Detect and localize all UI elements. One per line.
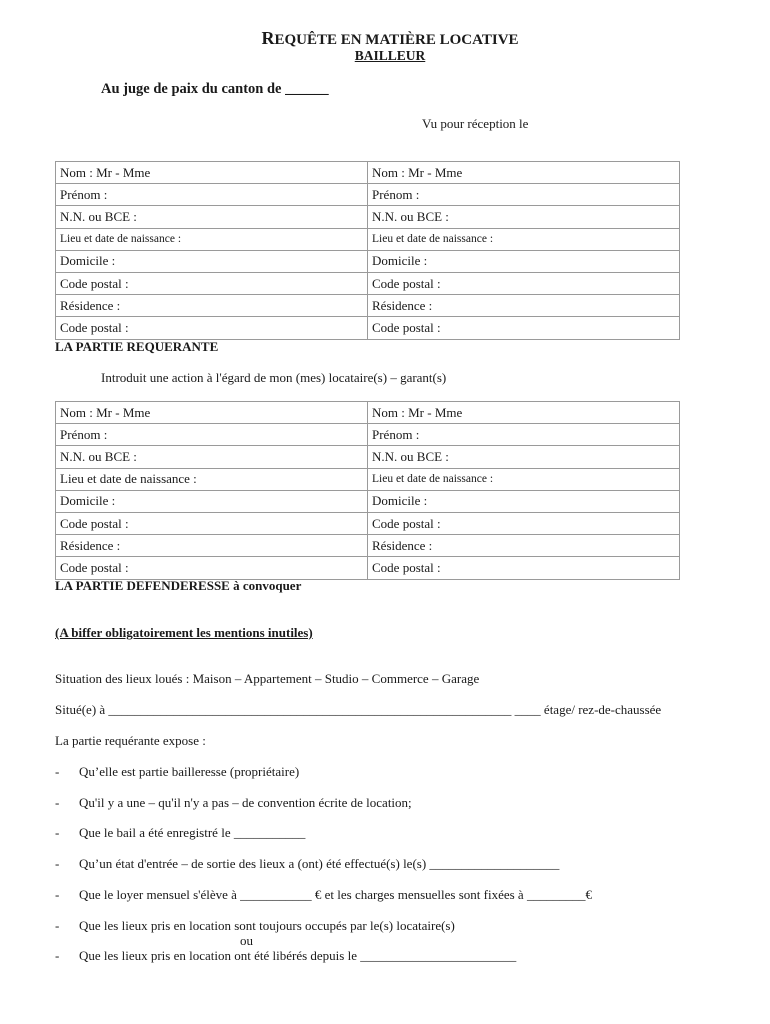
table-row <box>56 317 680 339</box>
table-row <box>56 535 680 557</box>
field-code-postal[interactable]: Code postal : <box>56 512 368 534</box>
field-prenom[interactable]: Prénom : <box>368 424 680 446</box>
table-row <box>56 490 680 512</box>
bullet-dash: - <box>55 918 60 933</box>
field-code-postal[interactable]: Code postal : <box>56 272 368 294</box>
judge-address: Au juge de paix du canton de ______ <box>101 81 329 97</box>
table-row <box>56 468 680 490</box>
table-row <box>56 402 680 424</box>
list-item[interactable]: Que le bail a été enregistré le ___________ <box>79 825 306 840</box>
list-item[interactable]: Qu’un état d'entrée – de sortie des lieux a (ont) été effectué(s) le(s) ____________________ <box>79 856 560 871</box>
defenderesse-label: LA PARTIE DEFENDERESSE à convoquer <box>55 578 302 593</box>
list-item[interactable]: Que les lieux pris en location ont été libérés depuis le ________________________ <box>79 948 517 963</box>
list-item: Qu’elle est partie bailleresse (propriétaire) <box>79 764 300 779</box>
field-domicile[interactable]: Domicile : <box>56 490 368 512</box>
table-row <box>56 250 680 272</box>
field-nn-bce[interactable]: N.N. ou BCE : <box>368 206 680 228</box>
field-code-postal[interactable]: Code postal : <box>368 512 680 534</box>
field-residence[interactable]: Résidence : <box>368 535 680 557</box>
table-row <box>56 228 680 250</box>
ou-connector: ou <box>240 933 253 948</box>
table-row <box>56 446 680 468</box>
table-row <box>56 272 680 294</box>
field-residence[interactable]: Résidence : <box>56 535 368 557</box>
bullet-dash: - <box>55 764 60 779</box>
table-row <box>56 162 680 184</box>
expose-line: La partie requérante expose : <box>55 733 206 748</box>
defenderesse-table <box>55 401 680 580</box>
field-prenom[interactable]: Prénom : <box>368 184 680 206</box>
action-intro: Introduit une action à l'égard de mon (mes) locataire(s) – garant(s) <box>101 370 447 385</box>
field-code-postal[interactable]: Code postal : <box>56 317 368 339</box>
bullet-dash: - <box>55 887 60 902</box>
situe-line[interactable]: Situé(e) à ______________________________________________________________ ____ étage/ rez-de-chaussée <box>55 702 662 717</box>
situation-line: Situation des lieux loués : Maison – Appartement – Studio – Commerce – Garage <box>55 671 480 686</box>
document-title: REQUÊTE EN MATIÈRE LOCATIVE <box>261 28 519 48</box>
field-prenom[interactable]: Prénom : <box>56 424 368 446</box>
field-naissance[interactable]: Lieu et date de naissance : <box>368 228 680 250</box>
document-subtitle: BAILLEUR <box>354 48 426 63</box>
bullet-dash: - <box>55 795 60 810</box>
field-domicile[interactable]: Domicile : <box>368 250 680 272</box>
bullet-dash: - <box>55 948 60 963</box>
bullet-dash: - <box>55 825 60 840</box>
list-item: Que les lieux pris en location sont toujours occupés par le(s) locataire(s) <box>79 918 455 933</box>
field-domicile[interactable]: Domicile : <box>368 490 680 512</box>
list-item[interactable]: Que le loyer mensuel s'élève à ___________ € et les charges mensuelles sont fixées à _________€ <box>79 887 592 902</box>
field-naissance[interactable]: Lieu et date de naissance : <box>56 468 368 490</box>
table-row <box>56 184 680 206</box>
field-nn-bce[interactable]: N.N. ou BCE : <box>56 446 368 468</box>
field-code-postal[interactable]: Code postal : <box>368 272 680 294</box>
field-nn-bce[interactable]: N.N. ou BCE : <box>56 206 368 228</box>
field-code-postal[interactable]: Code postal : <box>56 557 368 579</box>
requerant-label: LA PARTIE REQUERANTE <box>55 339 219 354</box>
table-row <box>56 295 680 317</box>
table-row <box>56 206 680 228</box>
field-nom[interactable]: Nom : Mr - Mme <box>368 162 680 184</box>
table-row <box>56 424 680 446</box>
requerant-table <box>55 161 680 340</box>
field-nom[interactable]: Nom : Mr - Mme <box>368 402 680 424</box>
reception-note: Vu pour réception le <box>422 116 529 131</box>
bullet-dash: - <box>55 856 60 871</box>
field-code-postal[interactable]: Code postal : <box>368 557 680 579</box>
field-naissance[interactable]: Lieu et date de naissance : <box>368 468 680 490</box>
field-domicile[interactable]: Domicile : <box>56 250 368 272</box>
list-item: Qu'il y a une – qu'il n'y a pas – de convention écrite de location; <box>79 795 412 810</box>
field-residence[interactable]: Résidence : <box>56 295 368 317</box>
field-code-postal[interactable]: Code postal : <box>368 317 680 339</box>
field-prenom[interactable]: Prénom : <box>56 184 368 206</box>
field-residence[interactable]: Résidence : <box>368 295 680 317</box>
field-nom[interactable]: Nom : Mr - Mme <box>56 402 368 424</box>
table-row <box>56 512 680 534</box>
table-row <box>56 557 680 579</box>
biffer-note: (A biffer obligatoirement les mentions inutiles) <box>55 625 313 640</box>
field-naissance[interactable]: Lieu et date de naissance : <box>56 228 368 250</box>
field-nn-bce[interactable]: N.N. ou BCE : <box>368 446 680 468</box>
field-nom[interactable]: Nom : Mr - Mme <box>56 162 368 184</box>
